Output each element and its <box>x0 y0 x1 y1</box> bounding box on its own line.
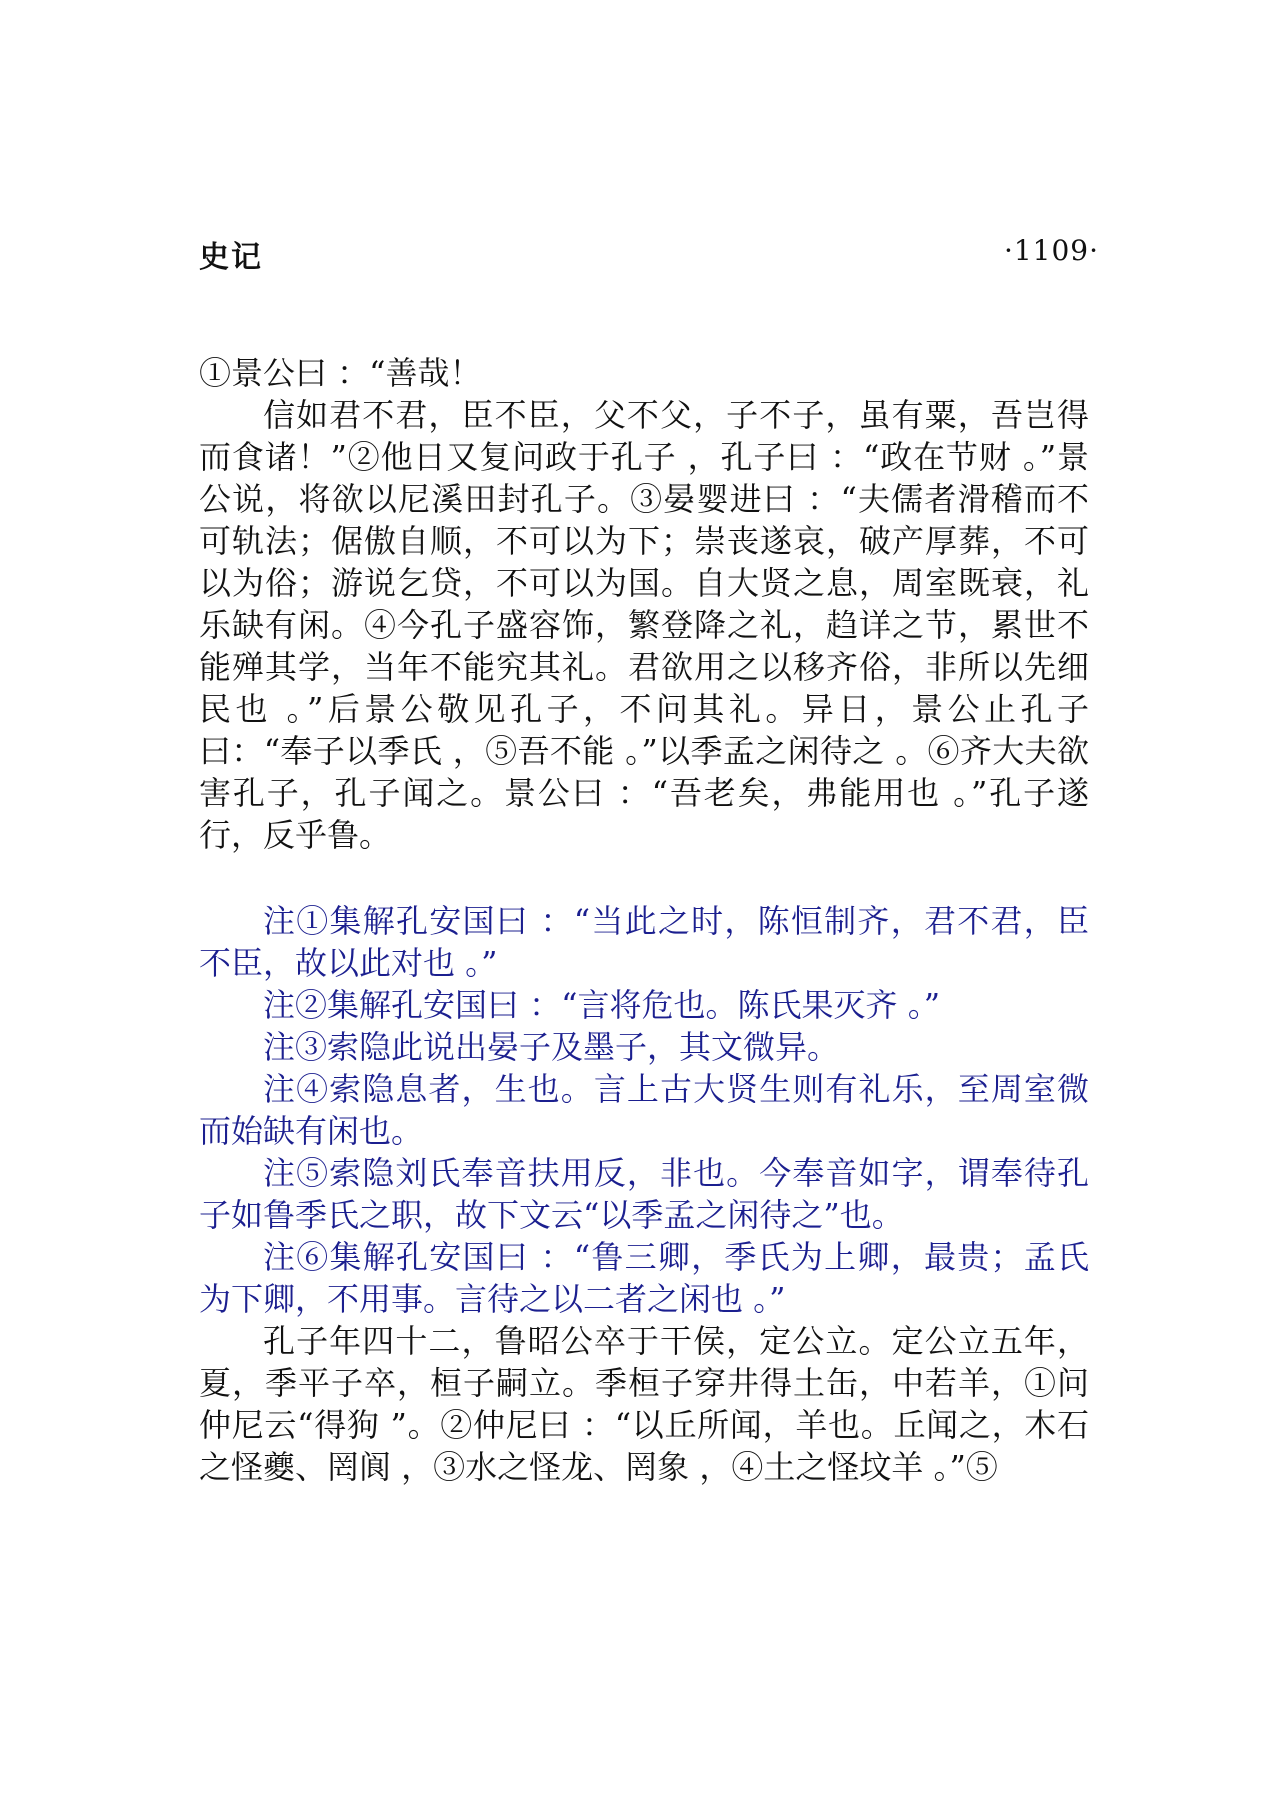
note-1: 注①集解孔安国曰 ：“当此之时，陈恒制齐，君不君，臣不臣，故以此对也 。” <box>199 902 1089 982</box>
note-5: 注⑤索隐刘氏奉音扶用反，非也。今奉音如字，谓奉待孔子如鲁季氏之职，故下文云“以季孟之闲待之”也。 <box>199 1154 1089 1234</box>
note-3: 注③索隐此说出晏子及墨子，其文微异。 <box>263 1028 840 1066</box>
body-main-paragraph: 信如君不君，臣不臣，父不父，子不子，虽有粟，吾岂得而食诸！”②他日又复问政于孔子 ，孔子曰 ：“政在节财 。”景公说，将欲以尼溪田封孔子。③晏婴进曰 ：“夫儒者滑稽而不可轨法；倨傲自顺，不可以为下；崇丧遂哀，破产厚葬，不可以为俗；游说乞贷，不可以为国。自大贤之息，周室既衰，礼乐缺有闲。④今孔子盛容饰，繁登降之礼，趋详之节，累世不能殚其学，当年不能究其礼。君欲用之以移齐俗，非所以先细民也 。”后景公敬见孔子，不问其礼。异日，景公止孔子曰：“奉子以季氏 ，⑤吾不能 。”以季孟之闲待之 。⑥齐大夫欲害孔子，孔子闻之。景公曰 ：“吾老矣，弗能用也 。”孔子遂行，反乎鲁。 <box>199 396 1089 854</box>
continuation-paragraph: 孔子年四十二，鲁昭公卒于干侯，定公立。定公立五年，夏，季平子卒，桓子嗣立。季桓子穿井得土缶，中若羊，①问仲尼云“得狗 ”。②仲尼曰 ：“以丘所闻，羊也。丘闻之，木石之怪夔、罔阆 ，③水之怪龙、罔象 ，④土之怪坟羊 。”⑤ <box>199 1322 1089 1486</box>
note-6: 注⑥集解孔安国曰 ：“鲁三卿，季氏为上卿，最贵；孟氏为下卿，不用事。言待之以二者之闲也 。” <box>199 1238 1089 1318</box>
page-number: ·1109· <box>1003 234 1099 267</box>
note-4: 注④索隐息者，生也。言上古大贤生则有礼乐，至周室微而始缺有闲也。 <box>199 1070 1089 1150</box>
section-gap <box>199 856 1089 900</box>
note-2: 注②集解孔安国曰 ：“言将危也。陈氏果灭齐 。” <box>263 986 941 1024</box>
body-first-line: ①景公曰 ：“善哉！ <box>199 354 482 392</box>
book-title: 史记 <box>199 240 263 275</box>
page-header <box>199 232 1099 282</box>
page-content <box>199 352 1089 1488</box>
